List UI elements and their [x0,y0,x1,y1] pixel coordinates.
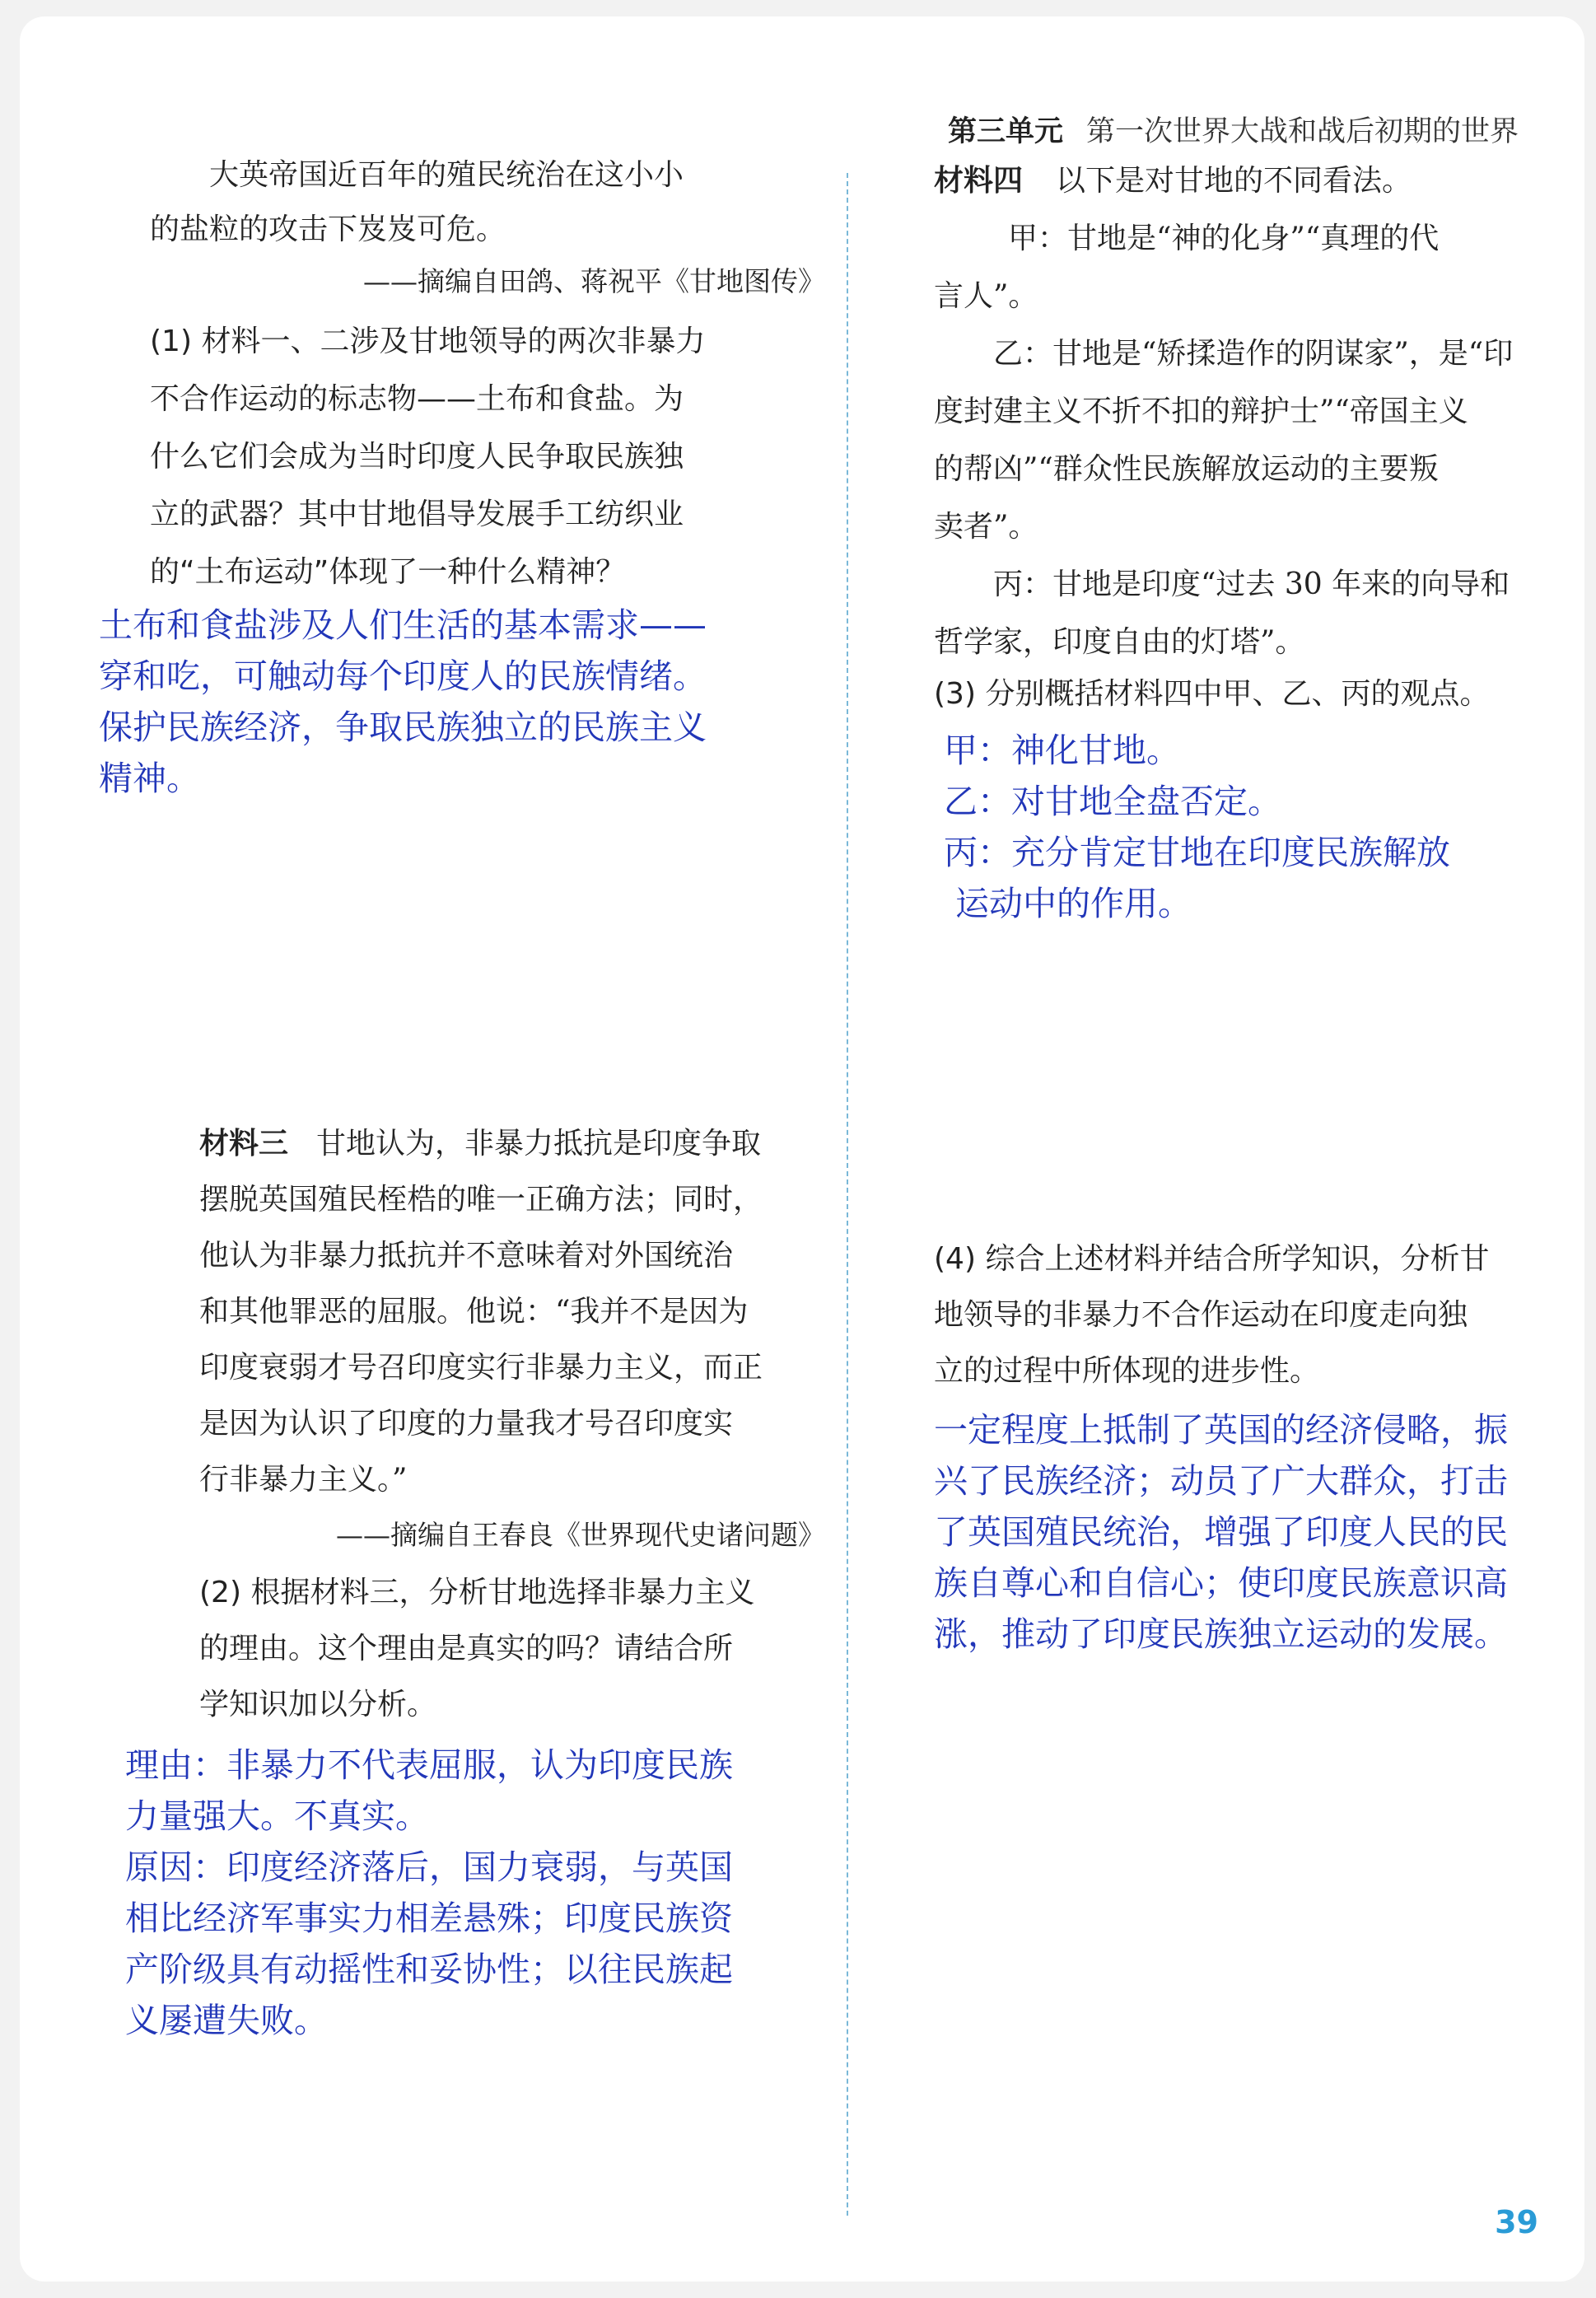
question-line: 的“土布运动”体现了一种什么精神？ [150,555,626,589]
question-line: 不合作运动的标志物——土布和食盐。为 [150,382,684,416]
question-line: 地领导的非暴力不合作运动在印度走向独 [934,1298,1468,1332]
answer-line: 乙：对甘地全盘否定。 [944,782,1281,821]
unit-header [948,109,1519,150]
material-line: 言人”。 [934,279,1038,313]
material-line: 乙：甘地是“矫揉造作的阴谋家”，是“印 [993,337,1514,371]
material-line: 他认为非暴力抵抗并不意味着对外国统治 [199,1239,734,1273]
answer-line: 相比经济军事实力相差悬殊；印度民族资 [125,1899,733,1938]
question-line: (4) 综合上述材料并结合所学知识，分析甘 [934,1242,1490,1276]
material-line: 摆脱英国殖民桎梏的唯一正确方法；同时， [199,1183,763,1217]
answer-line: 甲：神化甘地。 [944,731,1180,770]
answer-line: 精神。 [99,759,200,798]
question-2 [199,1565,754,1733]
question-line: (3) 分别概括材料四中甲、乙、丙的观点。 [934,677,1490,711]
unit-title: 第一次世界大战和战后初期的世界 [1085,115,1519,148]
quote-line: 的盐粒的攻击下岌岌可危。 [150,213,506,246]
material-label: 材料四 [934,164,1024,198]
answer-line: 涨，推动了印度民族独立运动的发展。 [934,1614,1508,1654]
answer-2 [125,1740,733,2046]
answer-line: 丙：充分肯定甘地在印度民族解放 [944,833,1450,872]
material-quote [150,148,825,306]
question-4 [934,1231,1489,1399]
page-number: 39 [1495,2204,1538,2240]
quote-source: ——摘编自田鸽、蒋祝平《甘地图传》 [363,265,825,297]
question-line: 立的过程中所体现的进步性。 [934,1354,1320,1388]
material-line: 甘地认为，非暴力抵抗是印度争取 [316,1127,762,1161]
material-3 [199,1116,825,1562]
material-line: 甲：甘地是“神的化身”“真理的代 [1008,222,1440,255]
material-line: 行非暴力主义。” [199,1463,408,1497]
answer-line: 运动中的作用。 [955,884,1192,923]
answer-line: 穿和吃，可触动每个印度人的民族情绪。 [99,656,707,696]
question-line: (1) 材料一、二涉及甘地领导的两次非暴力 [150,325,706,358]
question-3 [934,667,1489,722]
unit-label: 第三单元 [947,115,1063,148]
question-line: 学知识加以分析。 [199,1688,437,1721]
answer-line: 土布和食盐涉及人们生活的基本需求—— [99,605,707,645]
answer-line: 力量强大。不真实。 [125,1796,429,1836]
question-1 [150,313,705,601]
material-intro: 以下是对甘地的不同看法。 [1056,164,1412,198]
material-line: 丙：甘地是印度“过去 30 年来的向导和 [993,567,1510,601]
answer-line: 产阶级具有动摇性和妥协性；以往民族起 [125,1950,733,1989]
answer-line: 原因：印度经济落后，国力衰弱，与英国 [125,1847,733,1887]
answer-4 [934,1404,1508,1660]
material-line: 卖者”。 [934,510,1038,544]
answer-1 [99,600,707,804]
answer-line: 保护民族经济，争取民族独立的民族主义 [99,708,707,747]
material-line: 和其他罪恶的屈服。他说：“我并不是因为 [199,1295,749,1329]
answer-line: 一定程度上抵制了英国的经济侵略，振 [934,1410,1508,1450]
material-line: 度封建主义不折不扣的辩护士”“帝国主义 [934,395,1468,428]
question-line: 的理由。这个理由是真实的吗？请结合所 [199,1632,734,1665]
quote-line: 大英帝国近百年的殖民统治在这小小 [209,158,684,192]
answer-line: 了英国殖民统治，增强了印度人民的民 [934,1512,1508,1552]
page-sheet [20,16,1584,2282]
material-source: ——摘编自王春良《世界现代史诸问题》 [336,1519,825,1551]
material-line: 哲学家，印度自由的灯塔”。 [934,625,1305,659]
question-line: 什么它们会成为当时印度人民争取民族独 [150,440,684,474]
material-line: 是因为认识了印度的力量我才号召印度实 [199,1407,734,1441]
material-4 [934,152,1513,671]
material-line: 的帮凶”“群众性民族解放运动的主要叛 [934,452,1439,486]
column-divider [847,173,848,2216]
question-line: 立的武器？其中甘地倡导发展手工纺织业 [150,497,684,531]
material-line: 印度衰弱才号召印度实行非暴力主义，而正 [199,1351,763,1385]
question-line: (2) 根据材料三，分析甘地选择非暴力主义 [199,1576,755,1609]
answer-line: 兴了民族经济；动员了广大群众，打击 [934,1461,1508,1501]
material-label: 材料三 [199,1127,289,1161]
answer-line: 义屡遭失败。 [125,2001,328,2040]
answer-line: 族自尊心和自信心；使印度民族意识高 [934,1563,1508,1603]
answer-3 [944,725,1450,929]
answer-line: 理由：非暴力不代表屈服，认为印度民族 [125,1745,733,1785]
